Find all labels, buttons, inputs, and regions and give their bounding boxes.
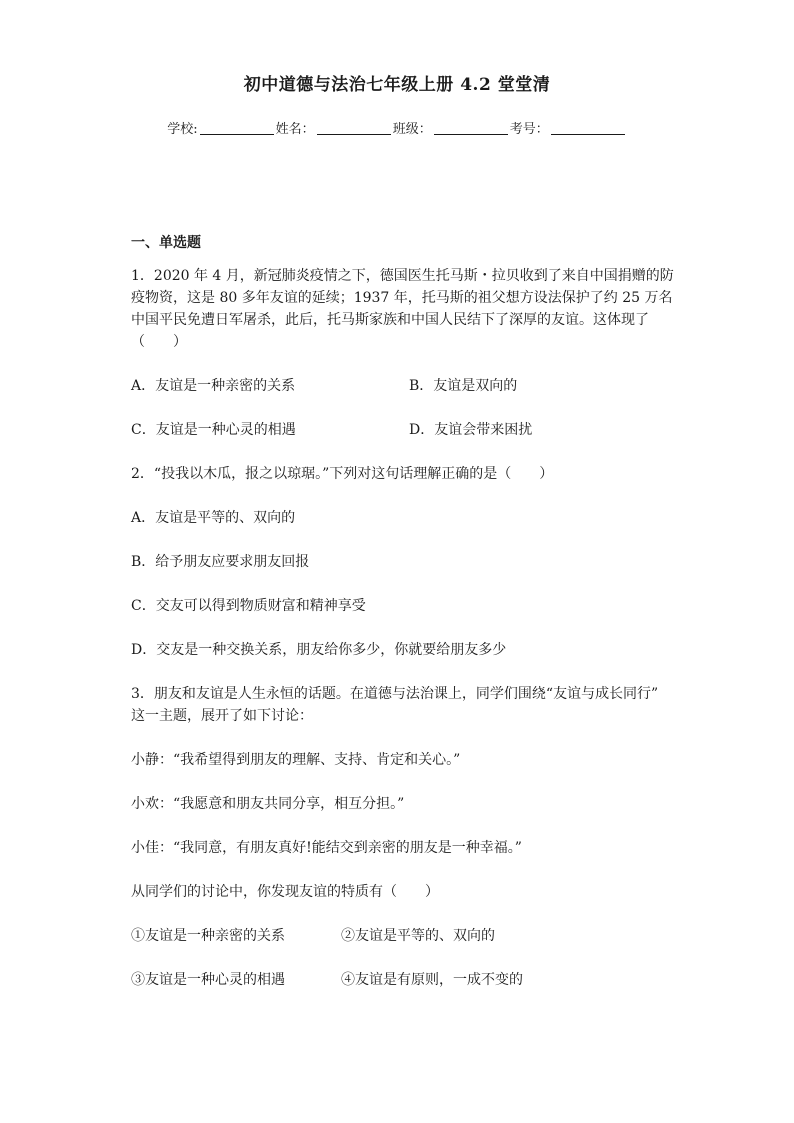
question-list [131,265,676,991]
exam-number-label: 考号： [509,122,549,137]
statement-2: ②友谊是平等的、双向的 [341,928,495,944]
question-2-option-a[interactable]: A．友谊是平等的、双向的 [131,510,296,526]
question-3-stem [131,683,676,727]
class-blank[interactable] [434,122,508,135]
name-label: 姓名： [275,122,315,137]
question-1-option-d[interactable]: D．友谊会带来困扰 [409,422,533,438]
statement-1: ①友谊是一种亲密的关系 [131,928,285,944]
question-1 [131,265,676,441]
statement-4: ④友谊是有原则，一成不变的 [341,972,523,988]
question-3-statements-row [131,925,676,947]
question-3-stem-line: 这一主题，展开了如下讨论： [131,708,313,724]
school-label: 学校: [167,122,198,137]
question-1-stem [131,265,676,353]
question-1-option-b[interactable]: B．友谊是双向的 [409,378,518,394]
question-1-options-row [131,419,676,441]
dialogue-line-xiaojing: 小静：“我希望得到朋友的理解、支持、肯定和关心。” [131,752,461,768]
question-1-stem-line: 疫物资，这是 80 多年友谊的延续；1937 年，托马斯的祖父想方设法保护了约 25 万名 [131,290,673,306]
question-1-options-row [131,375,676,397]
section-title: 一、单选题 [131,235,201,251]
dialogue-line-xiaojia: 小佳：“我同意，有朋友真好!能结交到亲密的朋友是一种幸福。” [131,840,522,856]
class-label: 班级： [392,122,432,137]
question-2-option-b[interactable]: B．给予朋友应要求朋友回报 [131,554,310,570]
question-2-stem: 2．“投我以木瓜，报之以琼琚。”下列对这句话理解正确的是（ ） [131,466,554,482]
question-3-prompt: 从同学们的讨论中，你发现友谊的特质有（ ） [131,884,439,900]
student-info-line [0,118,794,137]
question-1-stem-line: 1．2020 年 4 月，新冠肺炎疫情之下，德国医生托马斯・拉贝收到了来自中国捐赠的防 [131,268,674,284]
school-blank[interactable] [200,122,274,135]
statement-3: ③友谊是一种心灵的相遇 [131,972,285,988]
question-2-option-c[interactable]: C．交友可以得到物质财富和精神享受 [131,598,366,614]
exam-number-blank[interactable] [551,122,625,135]
question-3-statements-row [131,969,676,991]
question-1-stem-line: 中国平民免遭日军屠杀，此后，托马斯家族和中国人民结下了深厚的友谊。这体现了 [131,312,649,328]
question-1-option-c[interactable]: C．友谊是一种心灵的相遇 [131,422,296,438]
dialogue-line-xiaohuan: 小欢：“我愿意和朋友共同分享，相互分担。” [131,796,405,812]
question-3 [131,683,676,991]
question-2-option-d[interactable]: D．交友是一种交换关系，朋友给你多少，你就要给朋友多少 [131,642,507,658]
question-1-stem-line: （ ） [131,334,187,350]
name-blank[interactable] [317,122,391,135]
question-3-stem-line: 3．朋友和友谊是人生永恒的话题。在道德与法治课上，同学们围绕“友谊与成长同行” [131,686,659,702]
question-1-option-a[interactable]: A．友谊是一种亲密的关系 [131,378,296,394]
page-title: 初中道德与法治七年级上册 4.2 堂堂清 [243,75,551,95]
question-2 [131,463,676,661]
